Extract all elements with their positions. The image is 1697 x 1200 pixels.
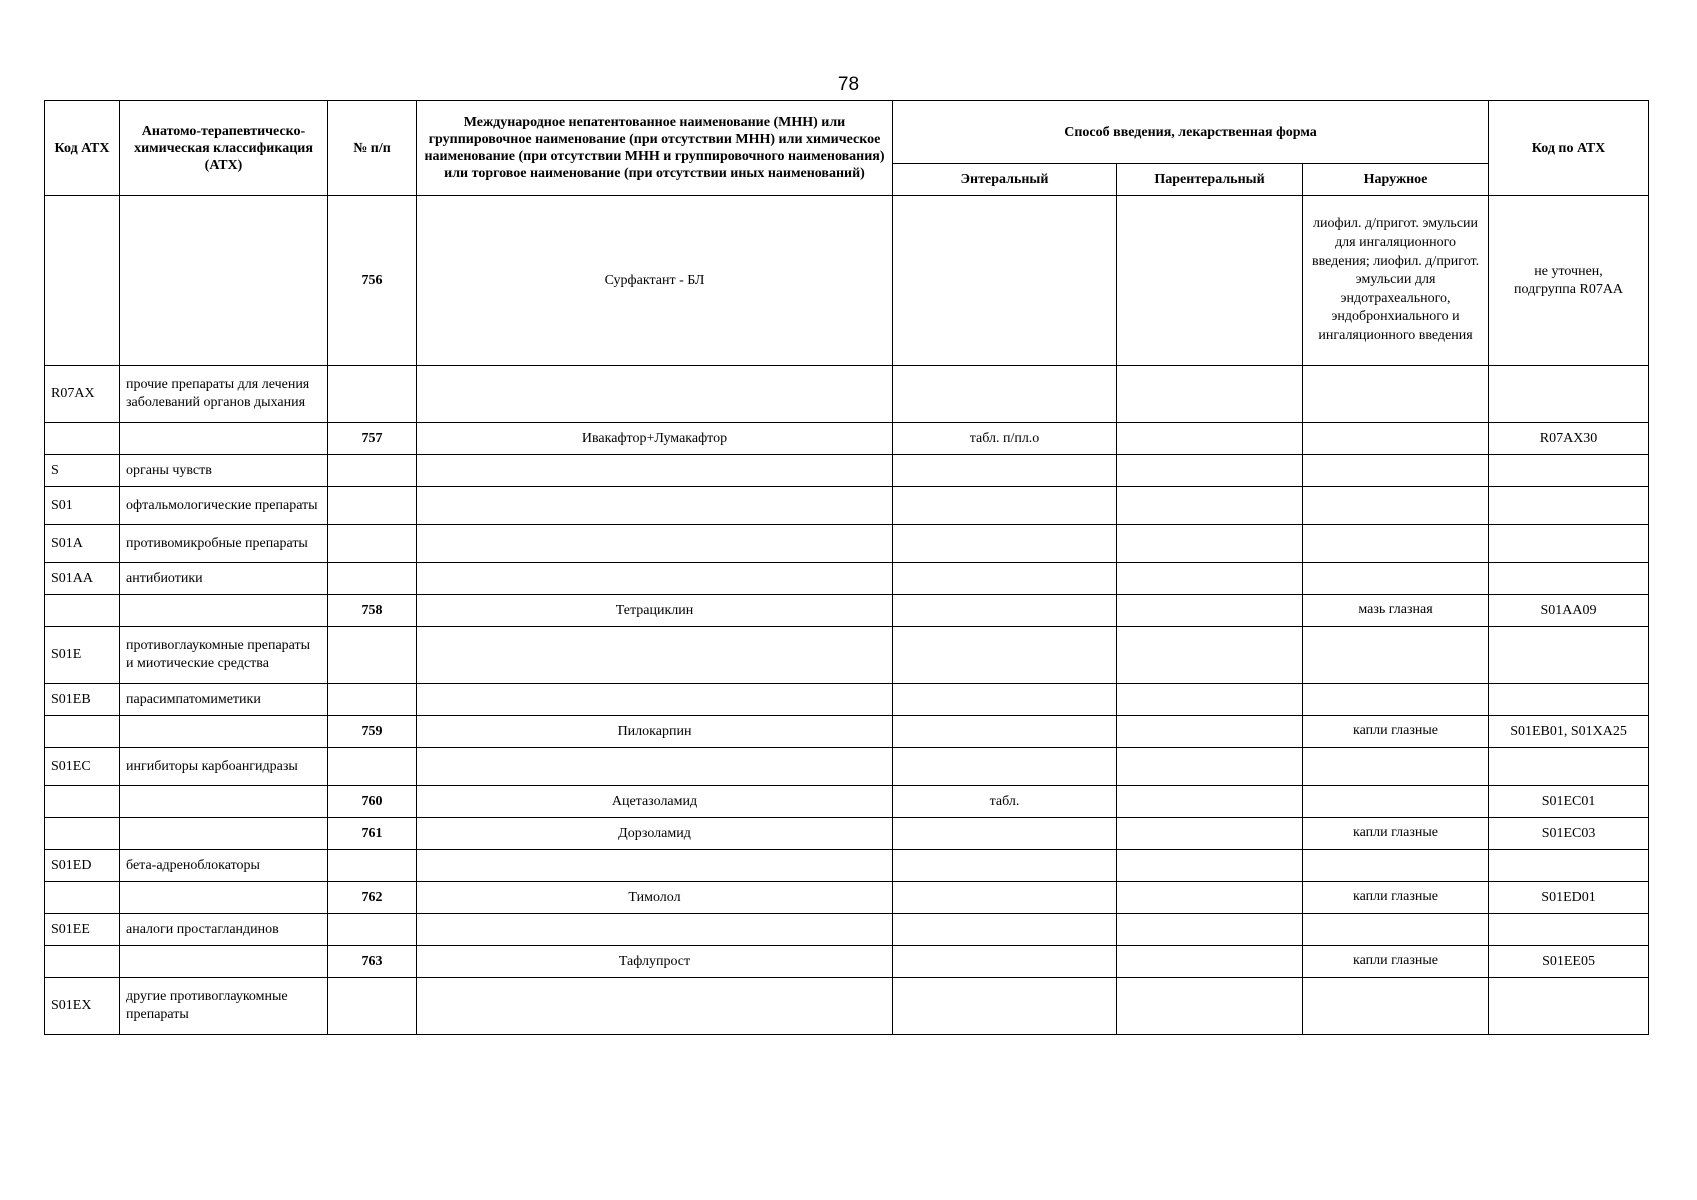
cell-number xyxy=(328,366,417,423)
cell-enteral xyxy=(893,818,1117,850)
cell-enteral xyxy=(893,946,1117,978)
cell-parenteral xyxy=(1117,818,1303,850)
cell-parenteral xyxy=(1117,882,1303,914)
cell-parenteral xyxy=(1117,595,1303,627)
table-body xyxy=(45,196,1649,1035)
cell-atx-result xyxy=(1489,627,1649,684)
cell-drug-name: Ацетазоламид xyxy=(417,786,893,818)
cell-classification xyxy=(120,818,328,850)
table-row xyxy=(45,748,1649,786)
cell-atx-code: S xyxy=(45,455,120,487)
cell-atx-code: S01EE xyxy=(45,914,120,946)
cell-drug-name: Ивакафтор+Лумакафтор xyxy=(417,423,893,455)
cell-parenteral xyxy=(1117,850,1303,882)
table-header xyxy=(45,101,1649,196)
cell-classification: антибиотики xyxy=(120,563,328,595)
cell-number: 760 xyxy=(328,786,417,818)
cell-external xyxy=(1303,487,1489,525)
atx-code-line: S01EE05 xyxy=(1542,953,1595,969)
cell-external: мазь глазная xyxy=(1303,595,1489,627)
atx-code-line: R07AX30 xyxy=(1539,430,1598,446)
cell-drug-name: Тафлупрост xyxy=(417,946,893,978)
table-row xyxy=(45,684,1649,716)
cell-number xyxy=(328,978,417,1035)
atx-code-line: S01EB01, S01XA25 xyxy=(1510,723,1627,739)
cell-atx-result xyxy=(1489,882,1649,914)
cell-atx-code xyxy=(45,423,120,455)
cell-atx-result xyxy=(1489,525,1649,563)
cell-atx-result xyxy=(1489,850,1649,882)
cell-enteral xyxy=(893,716,1117,748)
cell-atx-code: R07AX xyxy=(45,366,120,423)
cell-external xyxy=(1303,850,1489,882)
page-number: 78 xyxy=(837,74,860,95)
atx-code-line: S01AA09 xyxy=(1540,602,1597,618)
cell-number: 763 xyxy=(328,946,417,978)
atx-code-line: подгруппа R07AA xyxy=(1514,281,1624,297)
atx-code-line: не уточнен, xyxy=(1534,263,1603,279)
cell-parenteral xyxy=(1117,563,1303,595)
table-row xyxy=(45,786,1649,818)
cell-number xyxy=(328,850,417,882)
cell-classification: парасимпатомиметики xyxy=(120,684,328,716)
atx-code-line: S01EC01 xyxy=(1541,793,1596,809)
table-row xyxy=(45,595,1649,627)
cell-parenteral xyxy=(1117,423,1303,455)
table-row xyxy=(45,525,1649,563)
cell-external: капли глазные xyxy=(1303,882,1489,914)
cell-external: капли глазные xyxy=(1303,818,1489,850)
header-route: Способ введения, лекарственная форма xyxy=(893,101,1489,164)
cell-external xyxy=(1303,627,1489,684)
cell-number: 762 xyxy=(328,882,417,914)
cell-atx-code: S01EX xyxy=(45,978,120,1035)
cell-enteral: табл. п/пл.о xyxy=(893,423,1117,455)
atx-code-line: S01EC03 xyxy=(1541,825,1596,841)
cell-enteral: табл. xyxy=(893,786,1117,818)
cell-parenteral xyxy=(1117,946,1303,978)
cell-classification: противоглаукомные препараты и миотические средства xyxy=(120,627,328,684)
cell-atx-result xyxy=(1489,786,1649,818)
cell-enteral xyxy=(893,627,1117,684)
table-row xyxy=(45,818,1649,850)
cell-number: 756 xyxy=(328,196,417,366)
cell-atx-result xyxy=(1489,366,1649,423)
cell-parenteral xyxy=(1117,716,1303,748)
table-row xyxy=(45,627,1649,684)
cell-parenteral xyxy=(1117,525,1303,563)
cell-atx-result xyxy=(1489,716,1649,748)
cell-number: 758 xyxy=(328,595,417,627)
cell-atx-result xyxy=(1489,978,1649,1035)
header-name: Международное непатентованное наименование (МНН) или группировочное наименование (при отсутствии МНН) или химическое наименование (при отсутствии МНН и группировочного наименования) или торговое наименование (при отсутствии иных наименований) xyxy=(417,101,893,196)
cell-classification xyxy=(120,882,328,914)
cell-external: капли глазные xyxy=(1303,946,1489,978)
cell-atx-code xyxy=(45,818,120,850)
cell-atx-result xyxy=(1489,196,1649,366)
table-row xyxy=(45,423,1649,455)
cell-external: лиофил. д/пригот. эмульсии для ингаляционного введения; лиофил. д/пригот. эмульсии для эндотрахеального, эндобронхиального и ингаляционного введения xyxy=(1303,196,1489,366)
cell-drug-name xyxy=(417,850,893,882)
cell-atx-result xyxy=(1489,455,1649,487)
cell-classification: другие противоглаукомные препараты xyxy=(120,978,328,1035)
cell-drug-name xyxy=(417,366,893,423)
cell-atx-code xyxy=(45,946,120,978)
cell-number: 759 xyxy=(328,716,417,748)
cell-enteral xyxy=(893,850,1117,882)
cell-atx-code: S01A xyxy=(45,525,120,563)
cell-external xyxy=(1303,525,1489,563)
cell-classification: бета-адреноблокаторы xyxy=(120,850,328,882)
cell-drug-name xyxy=(417,455,893,487)
cell-parenteral xyxy=(1117,748,1303,786)
table-row xyxy=(45,946,1649,978)
cell-classification: ингибиторы карбоангидразы xyxy=(120,748,328,786)
cell-enteral xyxy=(893,525,1117,563)
cell-atx-code xyxy=(45,196,120,366)
cell-atx-code: S01EB xyxy=(45,684,120,716)
cell-drug-name xyxy=(417,487,893,525)
cell-external xyxy=(1303,786,1489,818)
cell-external xyxy=(1303,684,1489,716)
cell-parenteral xyxy=(1117,196,1303,366)
header-external: Наружное xyxy=(1303,164,1489,196)
cell-parenteral xyxy=(1117,684,1303,716)
cell-atx-result xyxy=(1489,423,1649,455)
cell-external xyxy=(1303,366,1489,423)
header-classification: Анатомо-терапевтическо-химическая классификация (АТХ) xyxy=(120,101,328,196)
cell-classification: органы чувств xyxy=(120,455,328,487)
cell-external xyxy=(1303,914,1489,946)
cell-classification: аналоги простагландинов xyxy=(120,914,328,946)
cell-external xyxy=(1303,455,1489,487)
cell-number xyxy=(328,684,417,716)
cell-atx-code xyxy=(45,595,120,627)
table-row xyxy=(45,196,1649,366)
cell-external xyxy=(1303,423,1489,455)
cell-number xyxy=(328,487,417,525)
cell-number xyxy=(328,563,417,595)
cell-parenteral xyxy=(1117,487,1303,525)
cell-enteral xyxy=(893,748,1117,786)
cell-enteral xyxy=(893,366,1117,423)
table-row xyxy=(45,882,1649,914)
header-atx-code: Код по АТХ xyxy=(1489,101,1649,196)
cell-drug-name xyxy=(417,748,893,786)
cell-classification xyxy=(120,196,328,366)
table-row xyxy=(45,563,1649,595)
cell-drug-name: Сурфактант - БЛ xyxy=(417,196,893,366)
cell-classification xyxy=(120,423,328,455)
cell-enteral xyxy=(893,978,1117,1035)
cell-external: капли глазные xyxy=(1303,716,1489,748)
cell-atx-result xyxy=(1489,563,1649,595)
cell-drug-name xyxy=(417,627,893,684)
cell-atx-code: S01EC xyxy=(45,748,120,786)
cell-atx-code xyxy=(45,716,120,748)
cell-parenteral xyxy=(1117,455,1303,487)
cell-enteral xyxy=(893,684,1117,716)
cell-external xyxy=(1303,748,1489,786)
cell-atx-result xyxy=(1489,818,1649,850)
cell-parenteral xyxy=(1117,366,1303,423)
cell-number xyxy=(328,525,417,563)
cell-atx-code xyxy=(45,882,120,914)
atx-table xyxy=(44,100,1649,1035)
header-number: № п/п xyxy=(328,101,417,196)
table-row xyxy=(45,366,1649,423)
cell-number: 761 xyxy=(328,818,417,850)
cell-drug-name xyxy=(417,684,893,716)
header-code: Код АТХ xyxy=(45,101,120,196)
cell-enteral xyxy=(893,455,1117,487)
cell-drug-name xyxy=(417,914,893,946)
atx-code-line: S01ED01 xyxy=(1541,889,1596,905)
table-row xyxy=(45,914,1649,946)
cell-atx-result xyxy=(1489,684,1649,716)
cell-number xyxy=(328,455,417,487)
header-parenteral: Парентеральный xyxy=(1117,164,1303,196)
cell-number xyxy=(328,748,417,786)
cell-classification: офтальмологические препараты xyxy=(120,487,328,525)
cell-drug-name: Дорзоламид xyxy=(417,818,893,850)
cell-atx-result xyxy=(1489,595,1649,627)
cell-enteral xyxy=(893,487,1117,525)
cell-atx-code: S01 xyxy=(45,487,120,525)
table-row xyxy=(45,455,1649,487)
cell-enteral xyxy=(893,914,1117,946)
cell-drug-name: Тимолол xyxy=(417,882,893,914)
cell-atx-result xyxy=(1489,914,1649,946)
cell-drug-name: Тетрациклин xyxy=(417,595,893,627)
cell-enteral xyxy=(893,196,1117,366)
cell-classification xyxy=(120,716,328,748)
cell-parenteral xyxy=(1117,914,1303,946)
cell-classification: прочие препараты для лечения заболеваний органов дыхания xyxy=(120,366,328,423)
cell-parenteral xyxy=(1117,978,1303,1035)
cell-atx-result xyxy=(1489,748,1649,786)
cell-atx-result xyxy=(1489,946,1649,978)
cell-number: 757 xyxy=(328,423,417,455)
cell-classification xyxy=(120,946,328,978)
cell-drug-name xyxy=(417,563,893,595)
cell-classification xyxy=(120,786,328,818)
cell-number xyxy=(328,627,417,684)
cell-parenteral xyxy=(1117,627,1303,684)
cell-classification: противомикробные препараты xyxy=(120,525,328,563)
cell-classification xyxy=(120,595,328,627)
cell-atx-result xyxy=(1489,487,1649,525)
cell-enteral xyxy=(893,882,1117,914)
cell-number xyxy=(328,914,417,946)
cell-external xyxy=(1303,978,1489,1035)
cell-drug-name xyxy=(417,525,893,563)
cell-atx-code xyxy=(45,786,120,818)
cell-drug-name xyxy=(417,978,893,1035)
cell-drug-name: Пилокарпин xyxy=(417,716,893,748)
table-row xyxy=(45,850,1649,882)
table-row xyxy=(45,487,1649,525)
header-enteral: Энтеральный xyxy=(893,164,1117,196)
table-row xyxy=(45,978,1649,1035)
cell-atx-code: S01ED xyxy=(45,850,120,882)
cell-enteral xyxy=(893,563,1117,595)
cell-parenteral xyxy=(1117,786,1303,818)
cell-enteral xyxy=(893,595,1117,627)
table-row xyxy=(45,716,1649,748)
cell-atx-code: S01E xyxy=(45,627,120,684)
cell-external xyxy=(1303,563,1489,595)
cell-atx-code: S01AA xyxy=(45,563,120,595)
